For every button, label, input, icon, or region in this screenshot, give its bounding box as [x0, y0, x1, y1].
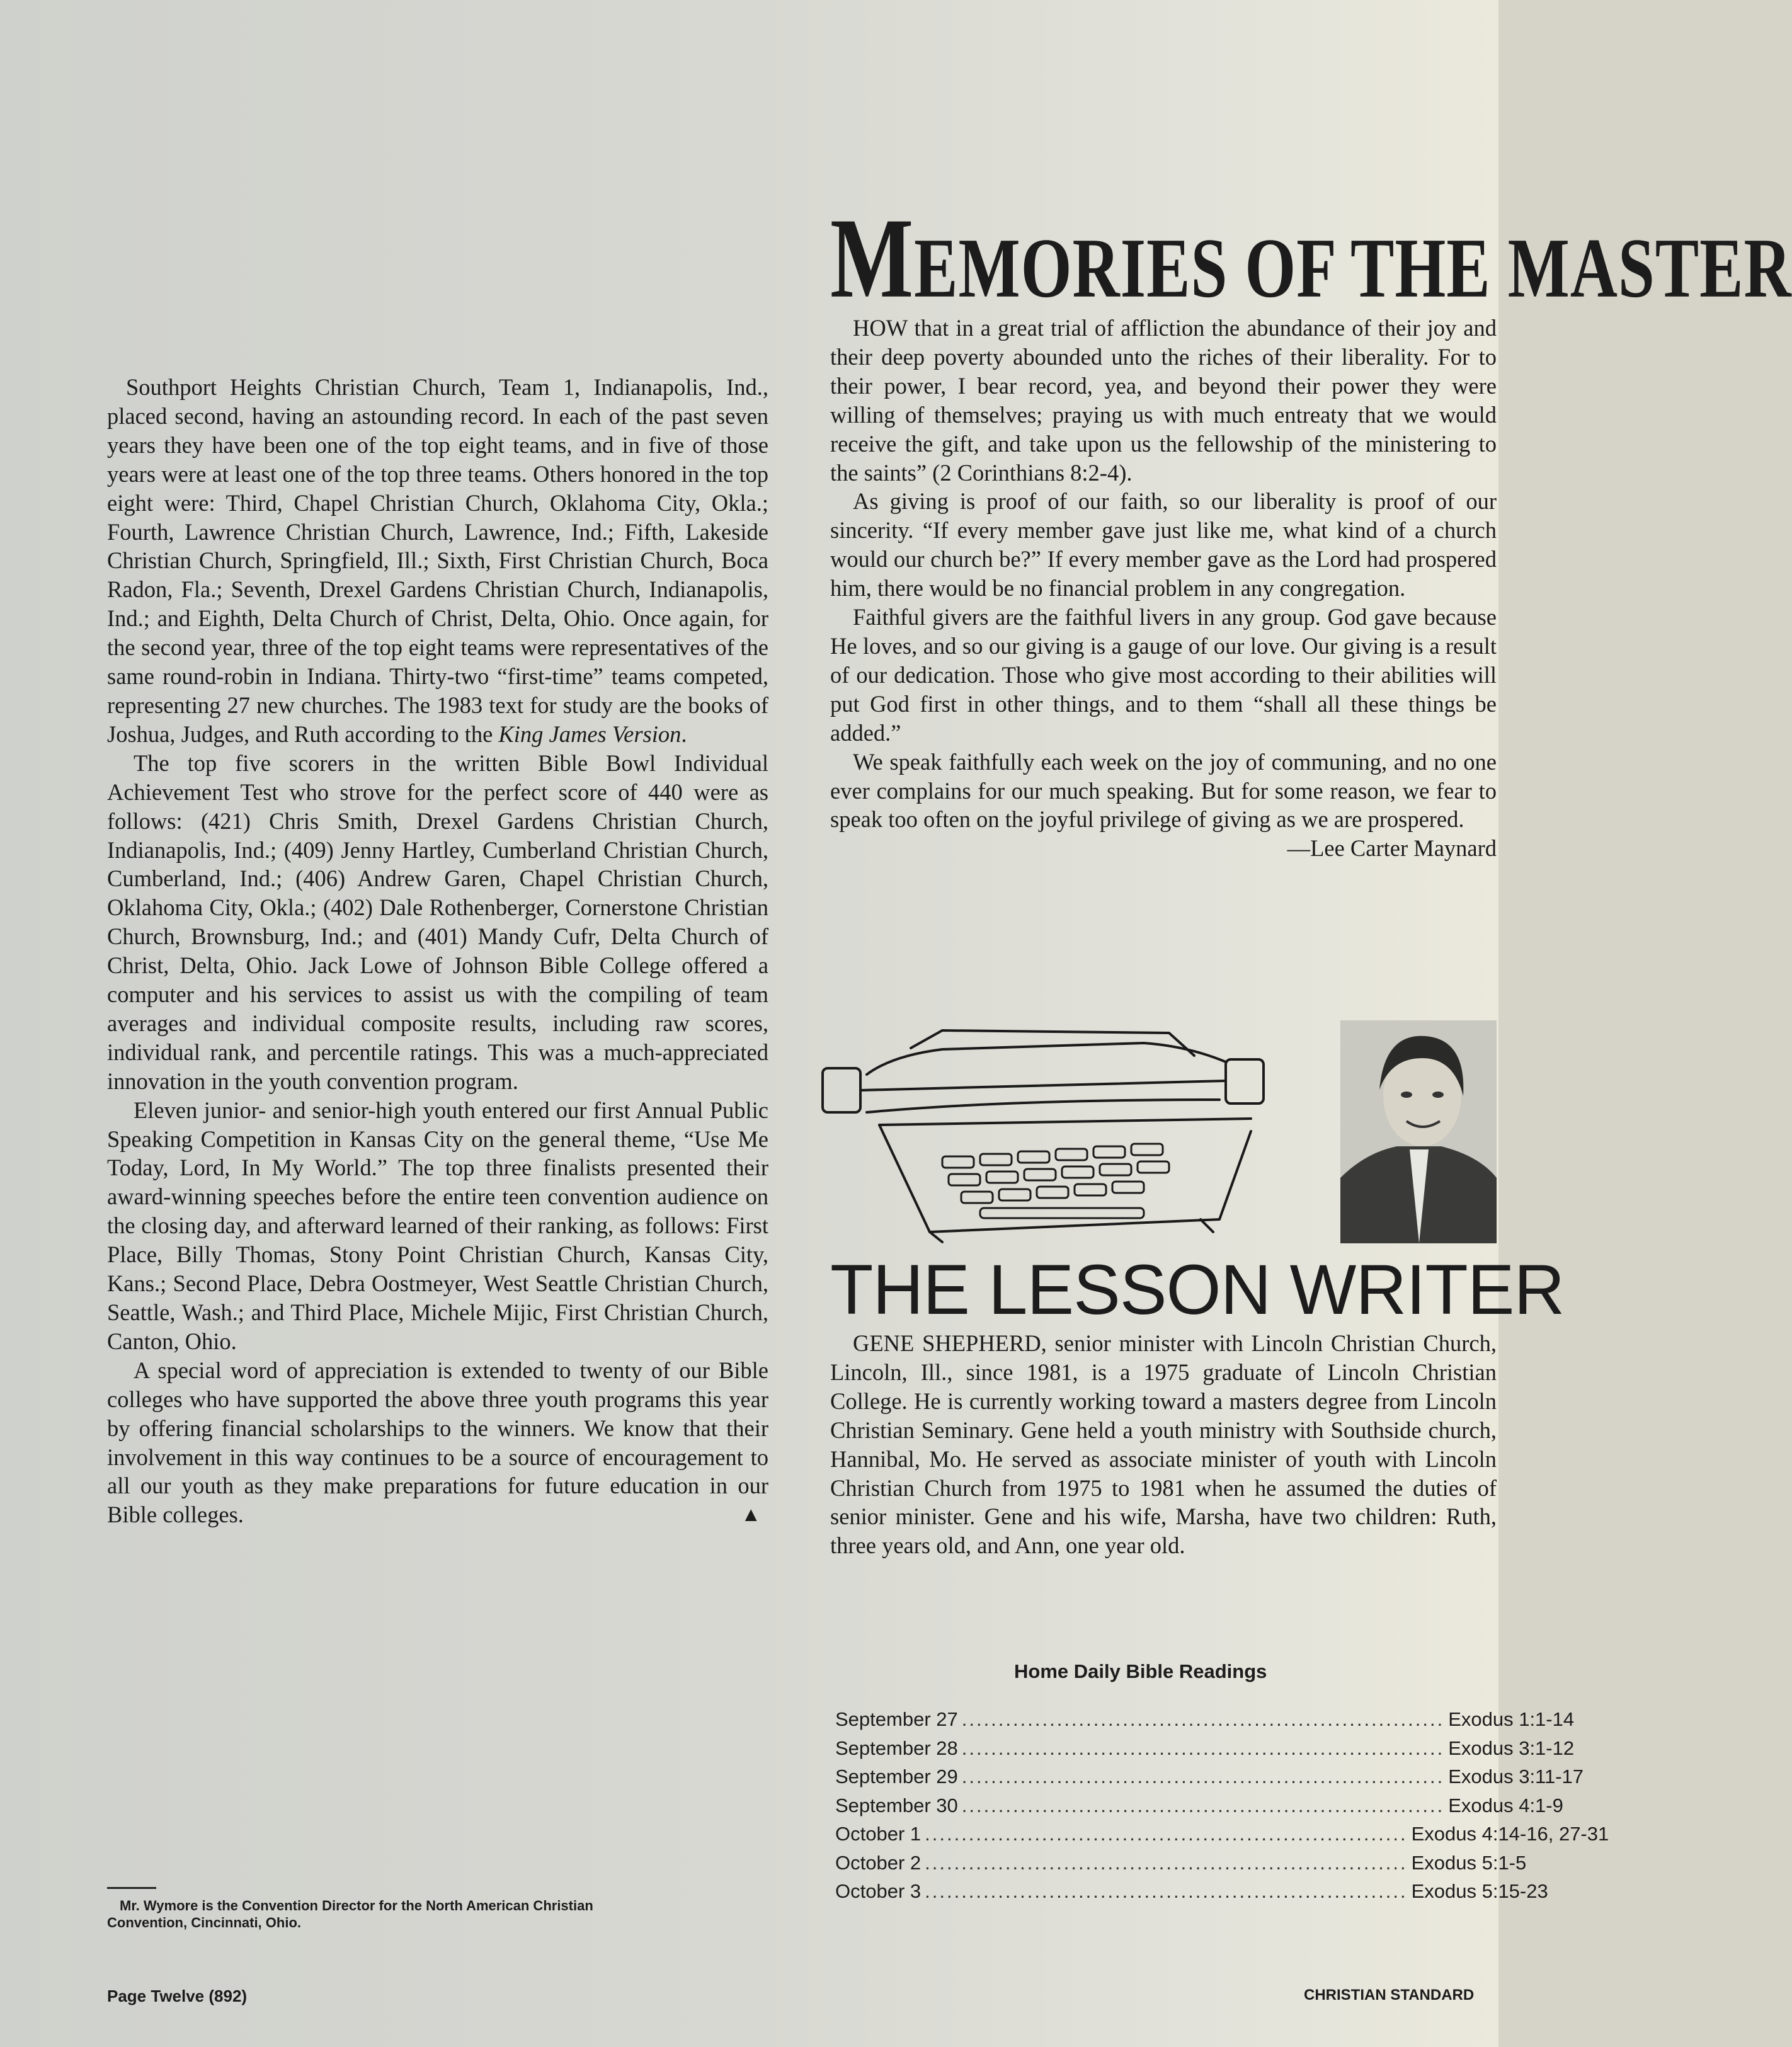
- reading-date: October 3: [835, 1880, 922, 1902]
- memories-paragraph: We speak faithfully each week on the joy of communing, and no one ever complains for our much speaking. But for some reason, we fear to speak too often on the joyful privilege of giving as we are prospered.: [830, 748, 1497, 833]
- reading-reference: Exodus 4:14-16, 27-31: [1411, 1823, 1609, 1845]
- reading-reference: Exodus 1:1-14: [1448, 1708, 1575, 1730]
- reading-date: September 28: [835, 1736, 958, 1759]
- lesson-writer-heading: THE LESSON WRITER: [830, 1250, 1565, 1329]
- leader-dots: ..................................................................: [961, 1765, 1445, 1788]
- reading-reference: Exodus 3:1-12: [1448, 1736, 1575, 1759]
- memories-heading: MEMORIES OF THE MASTER: [830, 195, 1792, 322]
- article-paragraph: Eleven junior- and senior-high youth entered our first Annual Public Speaking Competition in Kansas City on the general theme, “Use Me Today, Lord, In My World.” The top three finalists presented their award-winning speeches before the entire teen convention audience on the closing day, and afterward learned of their ranking, as follows: First Place, Billy Thomas, Stony Point Christian Church, Kansas City, Kans.; Second Place, Debra Oostmeyer, West Seattle Christian Church, Seattle, Wash.; and Third Place, Michele Mijic, First Christian Church, Canton, Ohio.: [107, 1097, 768, 1354]
- reading-date: September 29: [835, 1765, 958, 1788]
- reading-row: [835, 1851, 1527, 1881]
- author-portrait: [1340, 1020, 1497, 1243]
- reading-date: September 27: [835, 1708, 958, 1730]
- left-article-column: [107, 373, 768, 1529]
- reading-reference: Exodus 3:11-17: [1448, 1765, 1584, 1788]
- article-paragraph: A special word of appreciation is extended to twenty of our Bible colleges who have supported the above three youth programs this year by offering financial scholarships to the winners. We know that their involvement in this way continues to be a source of encouragement to all our youth as they make preparations for future education in our Bible colleges. ▲: [107, 1356, 768, 1529]
- memories-paragraph: As giving is proof of our faith, so our liberality is proof of our sincerity. “If every member gave just like me, what kind of a church would our church be?” If every member gave as the Lord had prospered him, there would be no financial problem in any congregation.: [830, 488, 1497, 602]
- memories-paragraph: Faithful givers are the faithful livers in any group. God gave because He loves, and so our giving is a gauge of our love. Our giving is a result of our dedication. Those who give most according to their abilities will put God first in other things, and to them “shall all these things be added.”: [830, 604, 1497, 746]
- lesson-writer-bio: [830, 1329, 1497, 1560]
- memories-paragraph: HOW that in a great trial of affliction the abundance of their joy and their deep poverty abounded unto the riches of their liberality. For to their power, I bear record, yea, and beyond their power they were willing of themselves; praying us with much entreaty that we would receive the gift, and take upon us the fellowship of the ministering to the saints” (2 Corinthians 8:2-4).: [830, 315, 1497, 486]
- italic-version-name: King James Version: [498, 721, 682, 747]
- leader-dots: ..................................................................: [925, 1880, 1408, 1902]
- reading-date: October 1: [835, 1823, 922, 1845]
- author-footnote: [107, 1897, 775, 1931]
- bio-paragraph: GENE SHEPHERD, senior minister with Lincoln Christian Church, Lincoln, Ill., since 1981, is a 1975 graduate of Lincoln Christian College. He is currently working toward a masters degree from Lincoln Christian Seminary. Gene held a youth ministry with Southside church, Hannibal, Mo. He served as associate minister of youth with Lincoln Christian Church from 1975 to 1981 when he assumed the duties of senior minister. Gene and his wife, Marsha, have two children: Ruth, three years old, and Ann, one year old.: [830, 1330, 1497, 1559]
- footnote-divider: [107, 1887, 156, 1889]
- article-paragraph: Southport Heights Christian Church, Team 1, Indianapolis, Ind., placed second, having an astounding record. In each of the past seven years they have been one of the top eight teams, and in five of those years were at least one of the top three teams. Others honored in the top eight were: Third, Chapel Christian Church, Oklahoma City, Okla.; Fourth, Lawrence Christian Church, Lawrence, Ind.; Fifth, Lakeside Christian Church, Springfield, Ill.; Sixth, First Christian Church, Boca Radon, Fla.; Seventh, Drexel Gardens Christian Church, Indianapolis, Ind.; and Eighth, Delta Church of Christ, Delta, Ohio. Once again, for the second year, three of the top eight teams were representatives of the same round-robin in Indiana. Thirty-two “first-time” teams competed, representing 27 new churches. The 1983 text for study are the books of Joshua, Judges, and Ruth according to the King James Version.: [107, 374, 768, 747]
- reading-date: October 2: [835, 1851, 922, 1874]
- reading-date: September 30: [835, 1794, 958, 1816]
- reading-row: [835, 1823, 1609, 1852]
- publication-name: CHRISTIAN STANDARD: [1304, 1987, 1475, 2004]
- readings-heading: Home Daily Bible Readings: [1014, 1660, 1267, 1682]
- leader-dots: ..................................................................: [961, 1736, 1445, 1759]
- footnote-line: Mr. Wymore is the Convention Director for the North American Christian: [120, 1898, 593, 1913]
- reading-row: [835, 1880, 1548, 1909]
- reading-row: [835, 1794, 1563, 1823]
- reading-reference: Exodus 5:15-23: [1411, 1880, 1548, 1902]
- leader-dots: ..................................................................: [925, 1823, 1408, 1845]
- reading-row: [835, 1708, 1575, 1737]
- readings-list: [835, 1708, 1609, 1909]
- end-of-article-icon: ▲: [741, 1503, 761, 1526]
- leader-dots: ..................................................................: [961, 1794, 1445, 1816]
- leader-dots: ..................................................................: [925, 1851, 1408, 1874]
- reading-row: [835, 1736, 1575, 1766]
- page-number: Page Twelve (892): [107, 1987, 248, 2005]
- footnote-line: Convention, Cincinnati, Ohio.: [107, 1915, 301, 1930]
- memories-column: [830, 314, 1497, 863]
- reading-reference: Exodus 5:1-5: [1411, 1851, 1527, 1874]
- article-paragraph: The top five scorers in the written Bible Bowl Individual Achievement Test who strove for the perfect score of 440 were as follows: (421) Chris Smith, Drexel Gardens Christian Church, Indianapolis, Ind.; (409) Jenny Hartley, Cumberland Christian Church, Cumberland, Ind.; (406) Andrew Garen, Chapel Christian Church, Oklahoma City, Okla.; (402) Dale Rothenberger, Cornerstone Christian Church, Brownsburg, Ind.; and (401) Mandy Cufr, Delta Church of Christ, Delta, Ohio. Jack Lowe of Johnson Bible College offered a computer and his services to assist us with the compiling of team averages and individual composite results, including raw scores, individual rank, and percentile ratings. This was a much-appreciated innovation in the youth convention program.: [107, 750, 768, 1094]
- reading-reference: Exodus 4:1-9: [1448, 1794, 1563, 1816]
- memories-signature: —Lee Carter Maynard: [1287, 835, 1497, 862]
- typewriter-illustration: [816, 1030, 1277, 1242]
- reading-row: [835, 1765, 1584, 1794]
- leader-dots: ..................................................................: [961, 1708, 1445, 1730]
